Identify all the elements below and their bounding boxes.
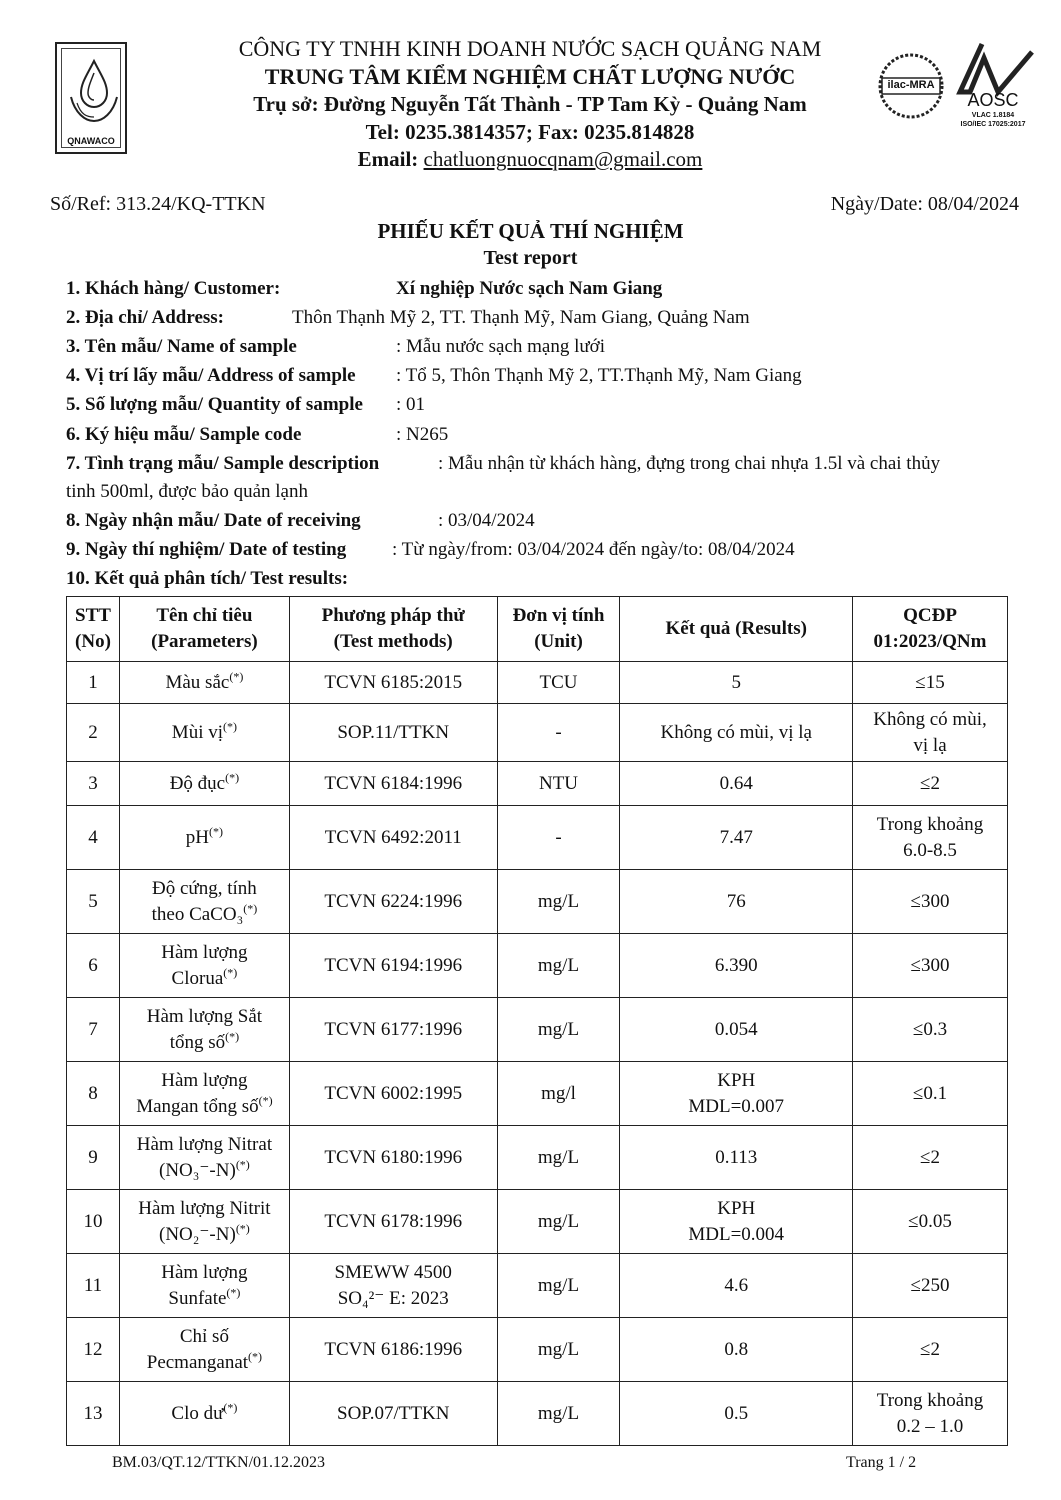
accredited-marker: (*) bbox=[223, 719, 237, 734]
info-sample-code bbox=[66, 424, 966, 446]
aosc-text: AOSC bbox=[967, 90, 1019, 110]
accredited-marker: (*) bbox=[209, 824, 224, 839]
accredited-marker: (*) bbox=[235, 1157, 250, 1172]
cell-unit: mg/L bbox=[497, 1254, 620, 1318]
accredited-marker: (*) bbox=[248, 1349, 263, 1364]
cell-parameter: pH(*) bbox=[119, 806, 289, 870]
cell-standard: Trong khoảng 0.2 – 1.0 bbox=[853, 1382, 1008, 1446]
cell-standard: ≤0.1 bbox=[853, 1062, 1008, 1126]
cell-unit: mg/L bbox=[497, 998, 620, 1062]
cell-no: 5 bbox=[67, 870, 120, 934]
cell-unit: mg/L bbox=[497, 1382, 620, 1446]
testing-label: 9. Ngày thí nghiệm/ Date of testing bbox=[66, 539, 347, 560]
cell-result: 0.64 bbox=[620, 762, 853, 806]
email-link[interactable]: chatluongnuocqnam@gmail.com bbox=[423, 147, 703, 171]
receiving-value: : 03/04/2024 bbox=[438, 510, 535, 531]
table-row bbox=[67, 1382, 1008, 1446]
cell-standard: ≤2 bbox=[853, 1318, 1008, 1382]
cell-method: SMEWW 4500 SO₄²⁻ E: 2023 bbox=[289, 1254, 497, 1318]
sample-name-label: 3. Tên mẫu/ Name of sample bbox=[66, 336, 297, 357]
cell-unit: mg/L bbox=[497, 934, 620, 998]
cell-no: 6 bbox=[67, 934, 120, 998]
cell-standard: ≤0.05 bbox=[853, 1190, 1008, 1254]
info-description bbox=[66, 453, 1016, 475]
cell-unit: - bbox=[497, 806, 620, 870]
sample-address-label: 4. Vị trí lấy mẫu/ Address of sample bbox=[66, 365, 356, 386]
cell-result: KPH MDL=0.004 bbox=[620, 1190, 853, 1254]
header-parameters: Tên chỉ tiêu (Parameters) bbox=[119, 597, 289, 662]
accredited-marker: (*) bbox=[223, 965, 238, 980]
cell-no: 2 bbox=[67, 704, 120, 762]
table-row bbox=[67, 662, 1008, 704]
cell-method: TCVN 6177:1996 bbox=[289, 998, 497, 1062]
report-title: PHIẾU KẾT QUẢ THÍ NGHIỆM bbox=[377, 219, 684, 243]
header-stt: STT (No) bbox=[67, 597, 120, 662]
cell-parameter: Clo dư(*) bbox=[119, 1382, 289, 1446]
cell-method: SOP.07/TTKN bbox=[289, 1382, 497, 1446]
cell-no: 4 bbox=[67, 806, 120, 870]
cell-unit: mg/L bbox=[497, 870, 620, 934]
address-label: 2. Địa chỉ/ Address: bbox=[66, 307, 225, 328]
cell-unit: mg/l bbox=[497, 1062, 620, 1126]
cell-unit: NTU bbox=[497, 762, 620, 806]
address-value: Thôn Thạnh Mỹ 2, TT. Thạnh Mỹ, Nam Giang, Quảng Nam bbox=[292, 307, 750, 328]
cell-parameter: Hàm lượng Mangan tổng số(*) bbox=[119, 1062, 289, 1126]
cell-method: TCVN 6002:1995 bbox=[289, 1062, 497, 1126]
header-standard: QCĐP 01:2023/QNm bbox=[853, 597, 1008, 662]
cell-parameter: Độ cứng, tính theo CaCO₃(*) bbox=[119, 870, 289, 934]
company-name: CÔNG TY TNHH KINH DOANH NƯỚC SẠCH QUẢNG NAM bbox=[238, 36, 822, 61]
cell-standard: ≤250 bbox=[853, 1254, 1008, 1318]
cell-unit: mg/L bbox=[497, 1318, 620, 1382]
cell-no: 8 bbox=[67, 1062, 120, 1126]
cell-method: TCVN 6180:1996 bbox=[289, 1126, 497, 1190]
header-results: Kết quả (Results) bbox=[620, 597, 853, 662]
cell-parameter: Hàm lượng Clorua(*) bbox=[119, 934, 289, 998]
company-logo bbox=[55, 42, 127, 154]
cell-result: 0.113 bbox=[620, 1126, 853, 1190]
table-row bbox=[67, 934, 1008, 998]
info-receiving bbox=[66, 510, 966, 532]
cell-standard: ≤15 bbox=[853, 662, 1008, 704]
form-code: BM.03/QT.12/TTKN/01.12.2023 bbox=[112, 1454, 326, 1471]
cell-method: TCVN 6178:1996 bbox=[289, 1190, 497, 1254]
sample-code-value: : N265 bbox=[396, 424, 449, 445]
accredited-marker: (*) bbox=[223, 1400, 238, 1415]
header-unit: Đơn vị tính (Unit) bbox=[497, 597, 620, 662]
cell-parameter: Hàm lượng Nitrat (NO₃⁻-N)(*) bbox=[119, 1126, 289, 1190]
cell-method: TCVN 6492:2011 bbox=[289, 806, 497, 870]
info-customer bbox=[66, 278, 966, 300]
cell-parameter: Hàm lượng Sunfate(*) bbox=[119, 1254, 289, 1318]
cell-method: TCVN 6194:1996 bbox=[289, 934, 497, 998]
ref-number: Số/Ref: 313.24/KQ-TTKN bbox=[50, 193, 266, 215]
sample-name-value: : Mẫu nước sạch mạng lưới bbox=[396, 336, 606, 357]
table-row bbox=[67, 1062, 1008, 1126]
table-row bbox=[67, 1190, 1008, 1254]
page-number: Trang 1 / 2 bbox=[846, 1454, 917, 1471]
cell-standard: ≤0.3 bbox=[853, 998, 1008, 1062]
accredited-marker: (*) bbox=[226, 1285, 241, 1300]
header-email-line bbox=[150, 147, 910, 172]
vilac-text: VLAC 1.8184 bbox=[971, 112, 1015, 119]
cell-parameter: Hàm lượng Nitrit (NO₂⁻-N)(*) bbox=[119, 1190, 289, 1254]
cell-result: 0.5 bbox=[620, 1382, 853, 1446]
cell-unit: TCU bbox=[497, 662, 620, 704]
cell-parameter: Hàm lượng Sắt tổng số(*) bbox=[119, 998, 289, 1062]
accredited-marker: (*) bbox=[229, 669, 244, 684]
info-sample-address bbox=[66, 365, 966, 387]
cell-standard: ≤300 bbox=[853, 870, 1008, 934]
cell-method: TCVN 6184:1996 bbox=[289, 762, 497, 806]
description-value: : Mẫu nhận từ khách hàng, đựng trong chai nhựa 1.5l và chai thủy bbox=[438, 453, 941, 474]
info-testing bbox=[66, 539, 966, 561]
email-label: Email: bbox=[357, 147, 424, 171]
table-row bbox=[67, 1126, 1008, 1190]
cell-result: 4.6 bbox=[620, 1254, 853, 1318]
results-label: 10. Kết quả phân tích/ Test results: bbox=[66, 568, 349, 589]
cell-no: 11 bbox=[67, 1254, 120, 1318]
cell-standard: Không có mùi, vị lạ bbox=[853, 704, 1008, 762]
accredited-marker: (*) bbox=[225, 770, 240, 785]
cell-parameter: Màu sắc(*) bbox=[119, 662, 289, 704]
info-quantity bbox=[66, 394, 966, 416]
info-results bbox=[66, 568, 348, 590]
cell-no: 13 bbox=[67, 1382, 120, 1446]
cell-result: KPH MDL=0.007 bbox=[620, 1062, 853, 1126]
results-table bbox=[66, 596, 1008, 1446]
accredited-marker: (*) bbox=[258, 1093, 273, 1108]
header-address: Trụ sở: Đường Nguyễn Tất Thành - TP Tam Kỳ - Quảng Nam bbox=[253, 92, 807, 116]
report-subtitle: Test report bbox=[483, 247, 578, 269]
cell-no: 1 bbox=[67, 662, 120, 704]
cell-result: 0.8 bbox=[620, 1318, 853, 1382]
cell-unit: mg/L bbox=[497, 1126, 620, 1190]
cell-unit: - bbox=[497, 704, 620, 762]
cell-no: 7 bbox=[67, 998, 120, 1062]
customer-value: Xí nghiệp Nước sạch Nam Giang bbox=[396, 278, 663, 299]
cell-unit: mg/L bbox=[497, 1190, 620, 1254]
cell-parameter: Chỉ số Pecmanganat(*) bbox=[119, 1318, 289, 1382]
header-phone: Tel: 0235.3814357; Fax: 0235.814828 bbox=[365, 120, 695, 144]
aosc-logo bbox=[952, 42, 1034, 134]
accredited-marker: (*) bbox=[235, 1221, 250, 1236]
table-row bbox=[67, 704, 1008, 762]
table-header-row bbox=[67, 597, 1008, 662]
iso-text: ISO/IEC 17025:2017 bbox=[960, 121, 1026, 128]
sample-code-label: 6. Ký hiệu mẫu/ Sample code bbox=[66, 424, 302, 445]
table-row bbox=[67, 998, 1008, 1062]
receiving-label: 8. Ngày nhận mẫu/ Date of receiving bbox=[66, 510, 361, 531]
center-name: TRUNG TÂM KIỂM NGHIỆM CHẤT LƯỢNG NƯỚC bbox=[264, 64, 796, 89]
cell-parameter: Mùi vị(*) bbox=[119, 704, 289, 762]
cell-result: 7.47 bbox=[620, 806, 853, 870]
logo-left-text: QNAWACO bbox=[67, 136, 115, 146]
cell-standard: ≤2 bbox=[853, 1126, 1008, 1190]
table-row bbox=[67, 870, 1008, 934]
cell-no: 9 bbox=[67, 1126, 120, 1190]
cell-standard: Trong khoảng 6.0-8.5 bbox=[853, 806, 1008, 870]
cell-method: SOP.11/TTKN bbox=[289, 704, 497, 762]
header-methods: Phương pháp thử (Test methods) bbox=[289, 597, 497, 662]
accredited-marker: (*) bbox=[243, 901, 258, 916]
cell-method: TCVN 6186:1996 bbox=[289, 1318, 497, 1382]
cell-no: 10 bbox=[67, 1190, 120, 1254]
table-row bbox=[67, 806, 1008, 870]
cell-result: 0.054 bbox=[620, 998, 853, 1062]
cell-result: 76 bbox=[620, 870, 853, 934]
accredited-marker: (*) bbox=[225, 1029, 240, 1044]
cell-method: TCVN 6185:2015 bbox=[289, 662, 497, 704]
report-date: Ngày/Date: 08/04/2024 bbox=[830, 193, 1019, 215]
sample-address-value: : Tổ 5, Thôn Thạnh Mỹ 2, TT.Thạnh Mỹ, Nam Giang bbox=[396, 365, 802, 386]
info-address bbox=[66, 307, 966, 329]
cell-standard: ≤2 bbox=[853, 762, 1008, 806]
table-row bbox=[67, 1254, 1008, 1318]
table-row bbox=[67, 1318, 1008, 1382]
cell-parameter: Độ đục(*) bbox=[119, 762, 289, 806]
cell-no: 12 bbox=[67, 1318, 120, 1382]
ilac-text: ilac-MRA bbox=[887, 79, 935, 91]
cell-standard: ≤300 bbox=[853, 934, 1008, 998]
cell-no: 3 bbox=[67, 762, 120, 806]
cell-result: 6.390 bbox=[620, 934, 853, 998]
description-label: 7. Tình trạng mẫu/ Sample description bbox=[66, 453, 380, 474]
info-description-cont: tinh 500ml, được bảo quản lạnh bbox=[66, 481, 308, 502]
cell-result: 5 bbox=[620, 662, 853, 704]
testing-value: : Từ ngày/from: 03/04/2024 đến ngày/to: 08/04/2024 bbox=[392, 539, 795, 560]
info-sample-name bbox=[66, 336, 966, 358]
quantity-label: 5. Số lượng mẫu/ Quantity of sample bbox=[66, 394, 363, 415]
cell-method: TCVN 6224:1996 bbox=[289, 870, 497, 934]
customer-label: 1. Khách hàng/ Customer: bbox=[66, 278, 281, 299]
quantity-value: : 01 bbox=[396, 394, 426, 415]
cell-result: Không có mùi, vị lạ bbox=[620, 704, 853, 762]
table-row bbox=[67, 762, 1008, 806]
water-drop-icon bbox=[63, 55, 125, 135]
